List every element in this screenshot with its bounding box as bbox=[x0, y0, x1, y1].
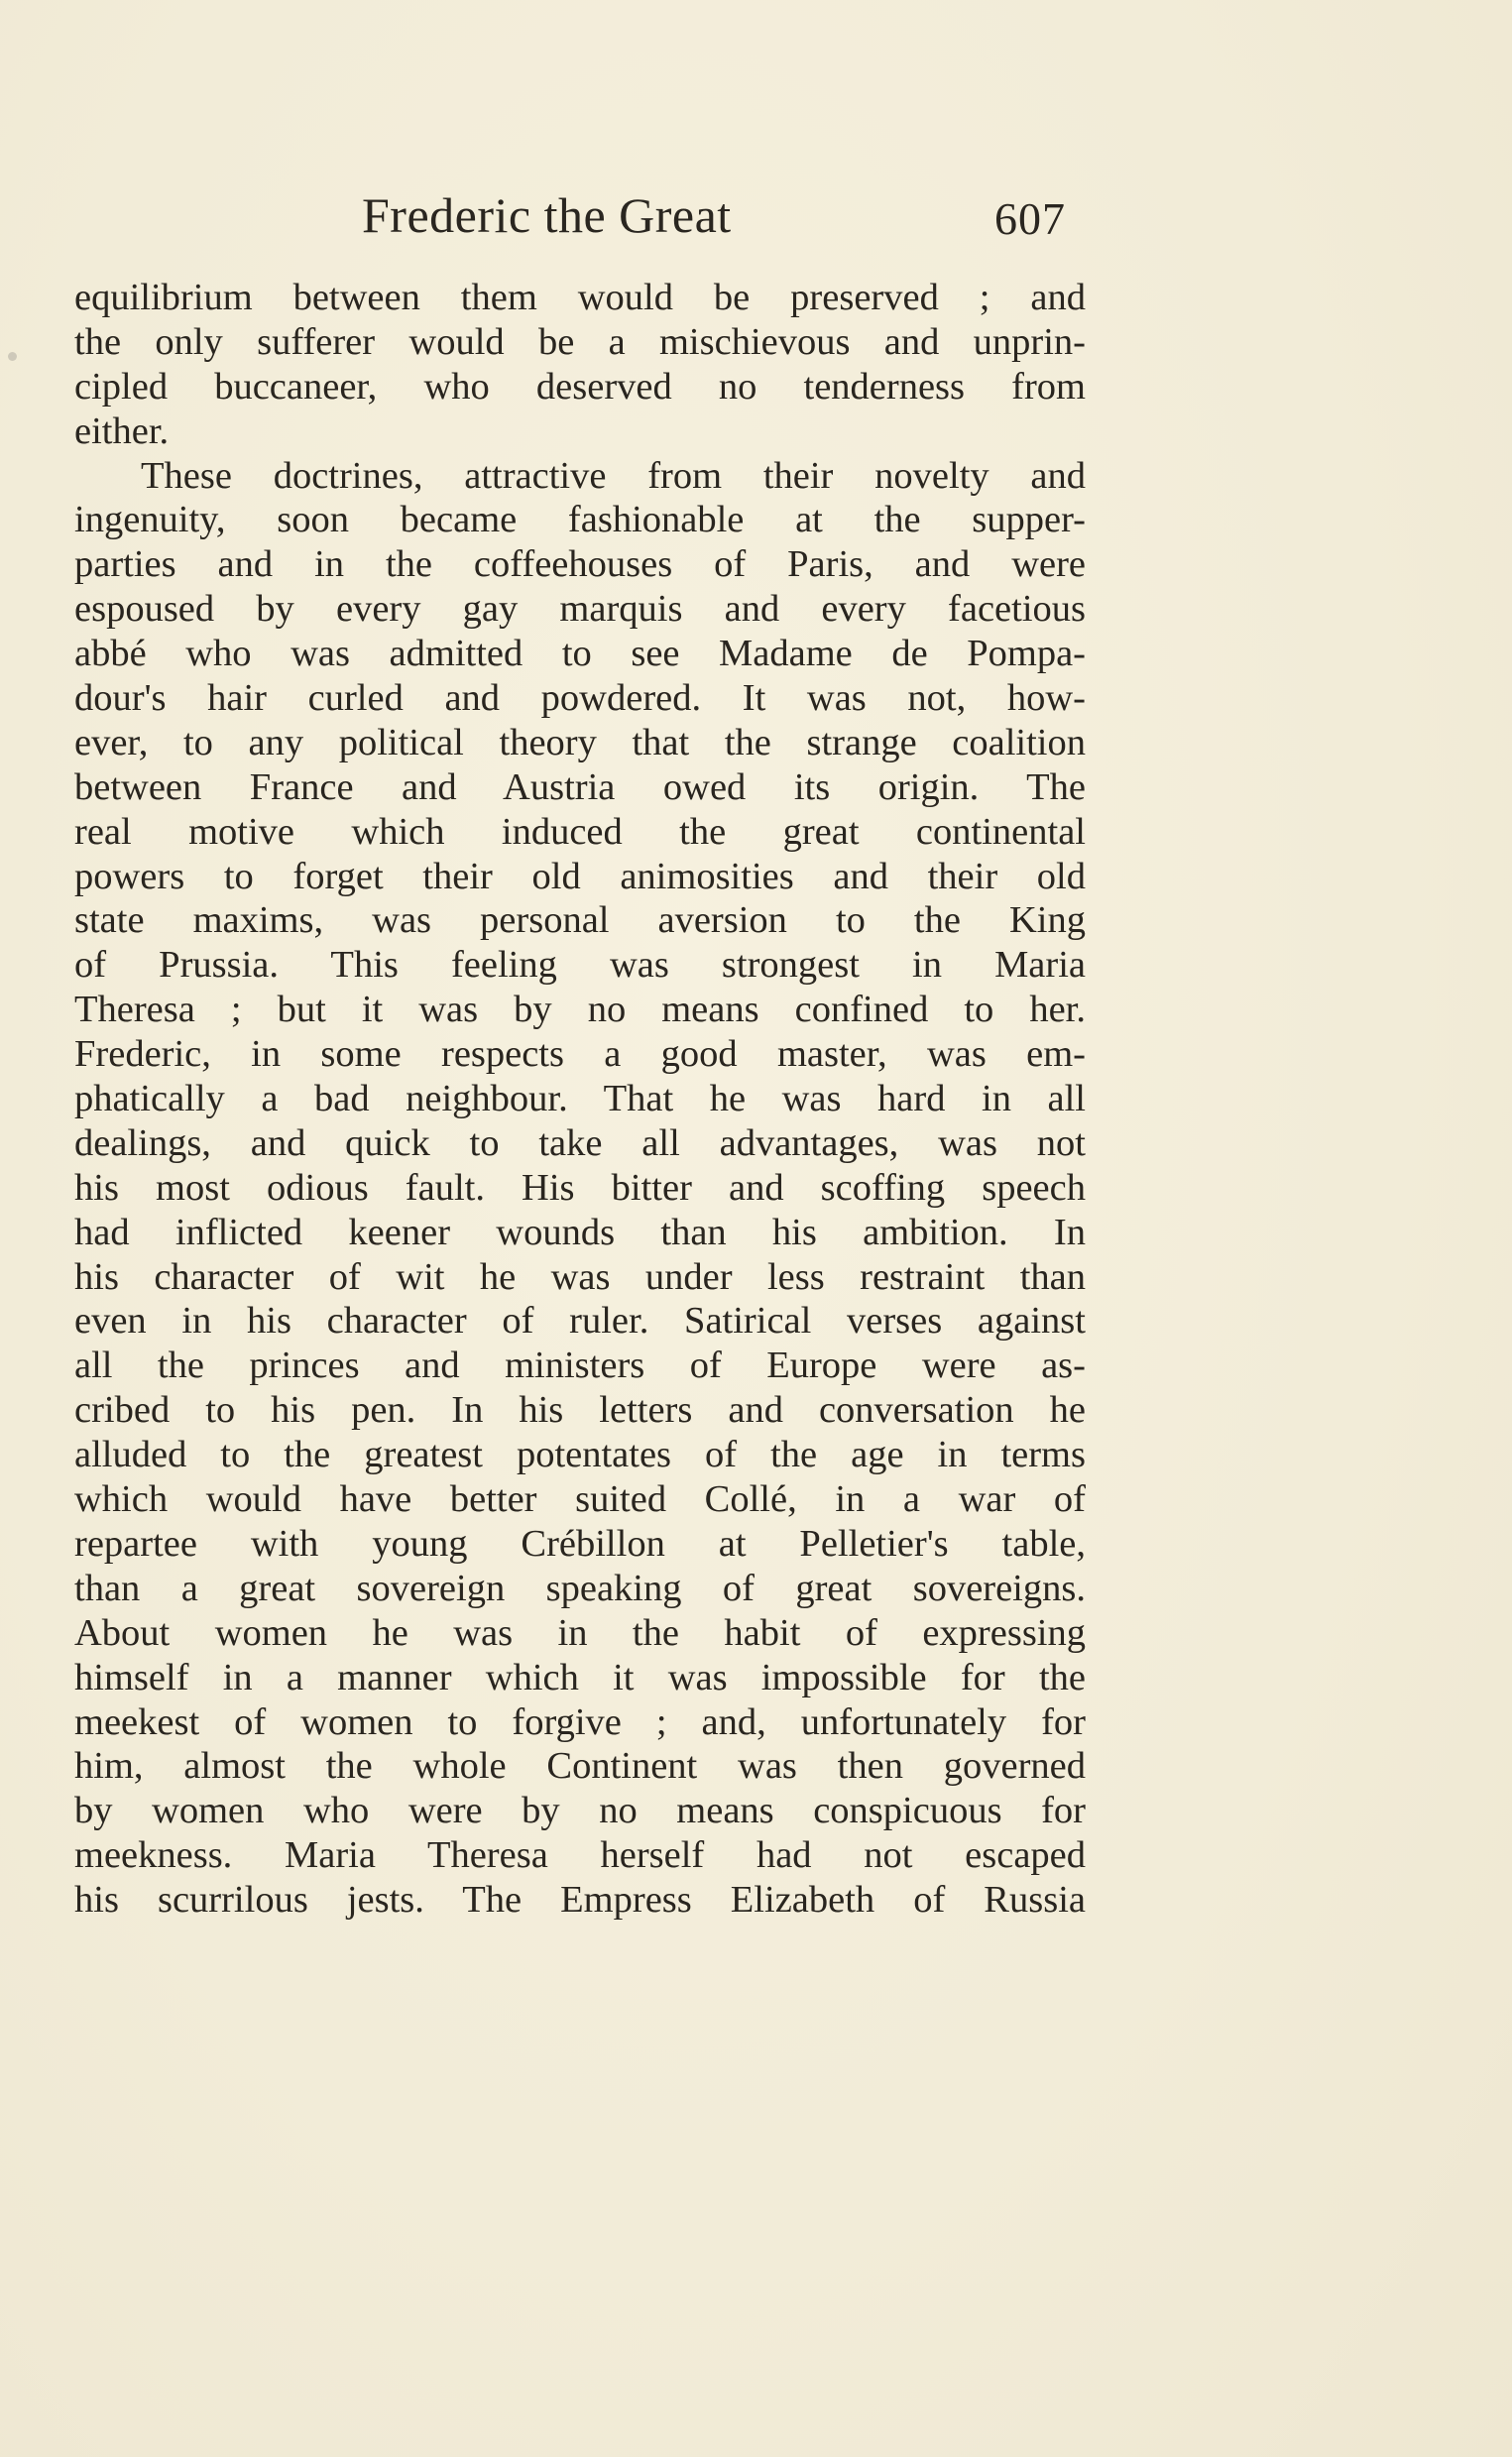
running-title: Frederic the Great bbox=[362, 187, 732, 243]
text-line: had inflicted keener wounds than his ambition. In bbox=[74, 1211, 1086, 1253]
text-line: than a great sovereign speaking of great sovereigns. bbox=[74, 1567, 1086, 1609]
text-line: which would have better suited Collé, in a war of bbox=[74, 1478, 1086, 1521]
paragraph bbox=[74, 454, 1086, 1923]
text-line: his character of wit he was under less restraint than bbox=[74, 1255, 1086, 1298]
text-line: between France and Austria owed its origin. The bbox=[74, 765, 1086, 808]
page-number: 607 bbox=[994, 193, 1066, 244]
text-line: Theresa ; but it was by no means confined to her. bbox=[74, 989, 1086, 1031]
text-line: About women he was in the habit of expressing bbox=[74, 1611, 1086, 1654]
page-blemish bbox=[8, 352, 17, 361]
text-line: dour's hair curled and powdered. It was not, how- bbox=[74, 677, 1086, 720]
text-line: real motive which induced the great continental bbox=[74, 810, 1086, 853]
text-line: even in his character of ruler. Satirical verses against bbox=[74, 1300, 1086, 1343]
text-line: cipled buccaneer, who deserved no tenderness from bbox=[74, 365, 1086, 408]
text-line: cribed to his pen. In his letters and conversation he bbox=[74, 1389, 1086, 1432]
text-line: Frederic, in some respects a good master, was em- bbox=[74, 1033, 1086, 1076]
text-line: the only sufferer would be a mischievous and unprin- bbox=[74, 320, 1086, 363]
text-line: all the princes and ministers of Europe were as- bbox=[74, 1345, 1086, 1387]
page-header bbox=[0, 178, 1512, 258]
text-line: his most odious fault. His bitter and scoffing speech bbox=[74, 1166, 1086, 1209]
text-line: parties and in the coffeehouses of Paris, and were bbox=[74, 543, 1086, 586]
text-line: equilibrium between them would be preserved ; and bbox=[74, 277, 1086, 318]
text-line: of Prussia. This feeling was strongest in Maria bbox=[74, 944, 1086, 987]
text-line: dealings, and quick to take all advantages, was not bbox=[74, 1121, 1086, 1164]
text-line: These doctrines, attractive from their novelty and bbox=[141, 454, 1086, 497]
text-line: abbé who was admitted to see Madame de Pompa- bbox=[74, 633, 1086, 675]
text-line: phatically a bad neighbour. That he was hard in all bbox=[74, 1078, 1086, 1120]
text-line: either. bbox=[74, 410, 170, 452]
text-line: state maxims, was personal aversion to the King bbox=[74, 899, 1086, 942]
text-line: ingenuity, soon became fashionable at the supper- bbox=[74, 499, 1086, 541]
text-line: alluded to the greatest potentates of the age in terms bbox=[74, 1434, 1086, 1476]
text-line: himself in a manner which it was impossible for the bbox=[74, 1656, 1086, 1698]
text-line: repartee with young Crébillon at Pelletier's table, bbox=[74, 1522, 1086, 1565]
text-line: his scurrilous jests. The Empress Elizabeth of Russia bbox=[74, 1879, 1086, 1922]
text-line: meekness. Maria Theresa herself had not escaped bbox=[74, 1834, 1086, 1877]
body-text bbox=[74, 276, 1086, 1923]
text-line: him, almost the whole Continent was then governed bbox=[74, 1745, 1086, 1788]
text-line: ever, to any political theory that the strange coalition bbox=[74, 721, 1086, 763]
text-line: by women who were by no means conspicuous for bbox=[74, 1790, 1086, 1832]
paragraph bbox=[74, 276, 1086, 454]
text-line: powers to forget their old animosities and their old bbox=[74, 855, 1086, 897]
text-line: meekest of women to forgive ; and, unfortunately for bbox=[74, 1700, 1086, 1743]
text-line: espoused by every gay marquis and every facetious bbox=[74, 588, 1086, 631]
